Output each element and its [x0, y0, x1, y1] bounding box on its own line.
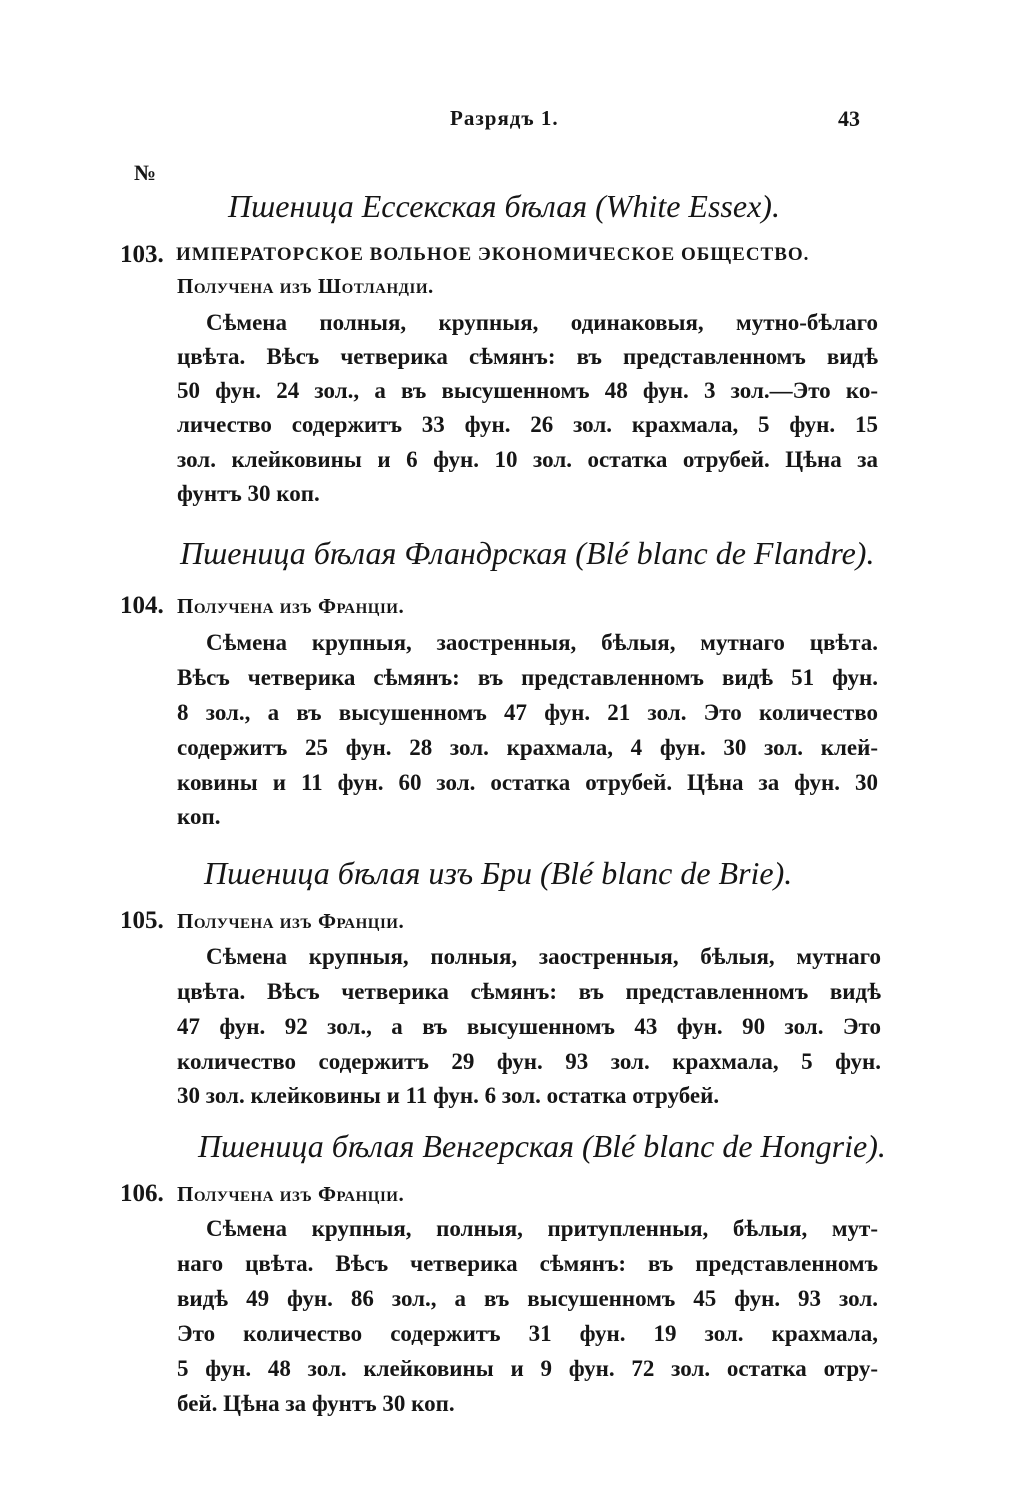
entry-number: 106. — [120, 1180, 164, 1207]
body-line: зол. клейковины и 6 фун. 10 зол. остатка отрубей. Цѣна за — [177, 447, 878, 472]
entry-heading: Пшеница бѣлая Венгерская (Blé blanc de Hongrie). — [198, 1128, 886, 1164]
body-line: цвѣта. Вѣсъ четверика сѣмянъ: въ представленномъ видѣ — [177, 979, 881, 1004]
body-line: фунтъ 30 коп. — [177, 481, 320, 506]
body-line: ковины и 11 фун. 60 зол. остатка отрубей. Цѣна за фун. 30 — [177, 770, 878, 795]
body-line: личество содержитъ 33 фун. 26 зол. крахмала, 5 фун. 15 — [177, 412, 878, 437]
entry-source-society: ИМПЕРАТОРСКОЕ ВОЛЬНОЕ ЭКОНОМИЧЕСКОЕ ОБЩЕСТВО. — [176, 244, 810, 265]
body-line: цвѣта. Вѣсъ четверика сѣмянъ: въ представленномъ видѣ — [177, 344, 878, 369]
entry-heading: Пшеница бѣлая Фландрская (Blé blanc de Flandre). — [180, 535, 875, 571]
body-line: 5 фун. 48 зол. клейковины и 9 фун. 72 зол. остатка отру- — [177, 1356, 878, 1381]
running-head — [0, 106, 1014, 136]
body-line: бей. Цѣна за фунтъ 30 коп. — [177, 1391, 455, 1416]
body-line: количество содержитъ 29 фун. 93 зол. крахмала, 5 фун. — [177, 1049, 881, 1074]
body-line: 50 фун. 24 зол., а въ высушенномъ 48 фун. 3 зол.—Это ко- — [177, 378, 878, 403]
body-line: видѣ 49 фун. 86 зол., а въ высушенномъ 45 фун. 93 зол. — [177, 1286, 878, 1311]
body-line: Сѣмена крупныя, заостренныя, бѣлыя, мутнаго цвѣта. — [206, 630, 878, 655]
entry-source: Получена изъ Франціи. — [177, 594, 405, 618]
body-line: наго цвѣта. Вѣсъ четверика сѣмянъ: въ представленномъ — [177, 1251, 878, 1276]
body-line: 30 зол. клейковины и 11 фун. 6 зол. остатка отрубей. — [177, 1083, 720, 1108]
entry-source: Получена изъ Франціи. — [177, 909, 405, 933]
body-line: Сѣмена полныя, крупныя, одинаковыя, мутно-бѣлаго — [206, 310, 878, 335]
body-line: Вѣсъ четверика сѣмянъ: въ представленномъ видѣ 51 фун. — [177, 665, 878, 690]
entry-number: 105. — [120, 907, 164, 934]
body-line: 47 фун. 92 зол., а въ высушенномъ 43 фун. 90 зол. Это — [177, 1014, 881, 1039]
entry-source: Получена изъ Шотландіи. — [177, 274, 434, 298]
body-line: Сѣмена крупныя, полныя, заостренныя, бѣлыя, мутнаго — [206, 944, 881, 969]
numero-mark: № — [134, 160, 157, 185]
body-line: содержитъ 25 фун. 28 зол. крахмала, 4 фун. 30 зол. клей- — [177, 735, 878, 760]
body-line: Это количество содержитъ 31 фун. 19 зол. крахмала, — [177, 1321, 878, 1346]
running-title: Разрядъ 1. — [450, 106, 559, 130]
entry-number: 103. — [120, 241, 164, 268]
page-number: 43 — [838, 106, 860, 131]
body-line: Сѣмена крупныя, полныя, притупленныя, бѣлыя, мут- — [206, 1216, 878, 1241]
entry-heading: Пшеница бѣлая изъ Бри (Blé blanc de Brie). — [204, 855, 793, 891]
body-line: 8 зол., а въ высушенномъ 47 фун. 21 зол. Это количество — [177, 700, 878, 725]
entry-heading: Пшеница Ессекская бѣлая (White Essex). — [228, 188, 780, 224]
body-line: коп. — [177, 804, 221, 829]
entry-number: 104. — [120, 592, 164, 619]
entry-source: Получена изъ Франціи. — [177, 1182, 405, 1206]
